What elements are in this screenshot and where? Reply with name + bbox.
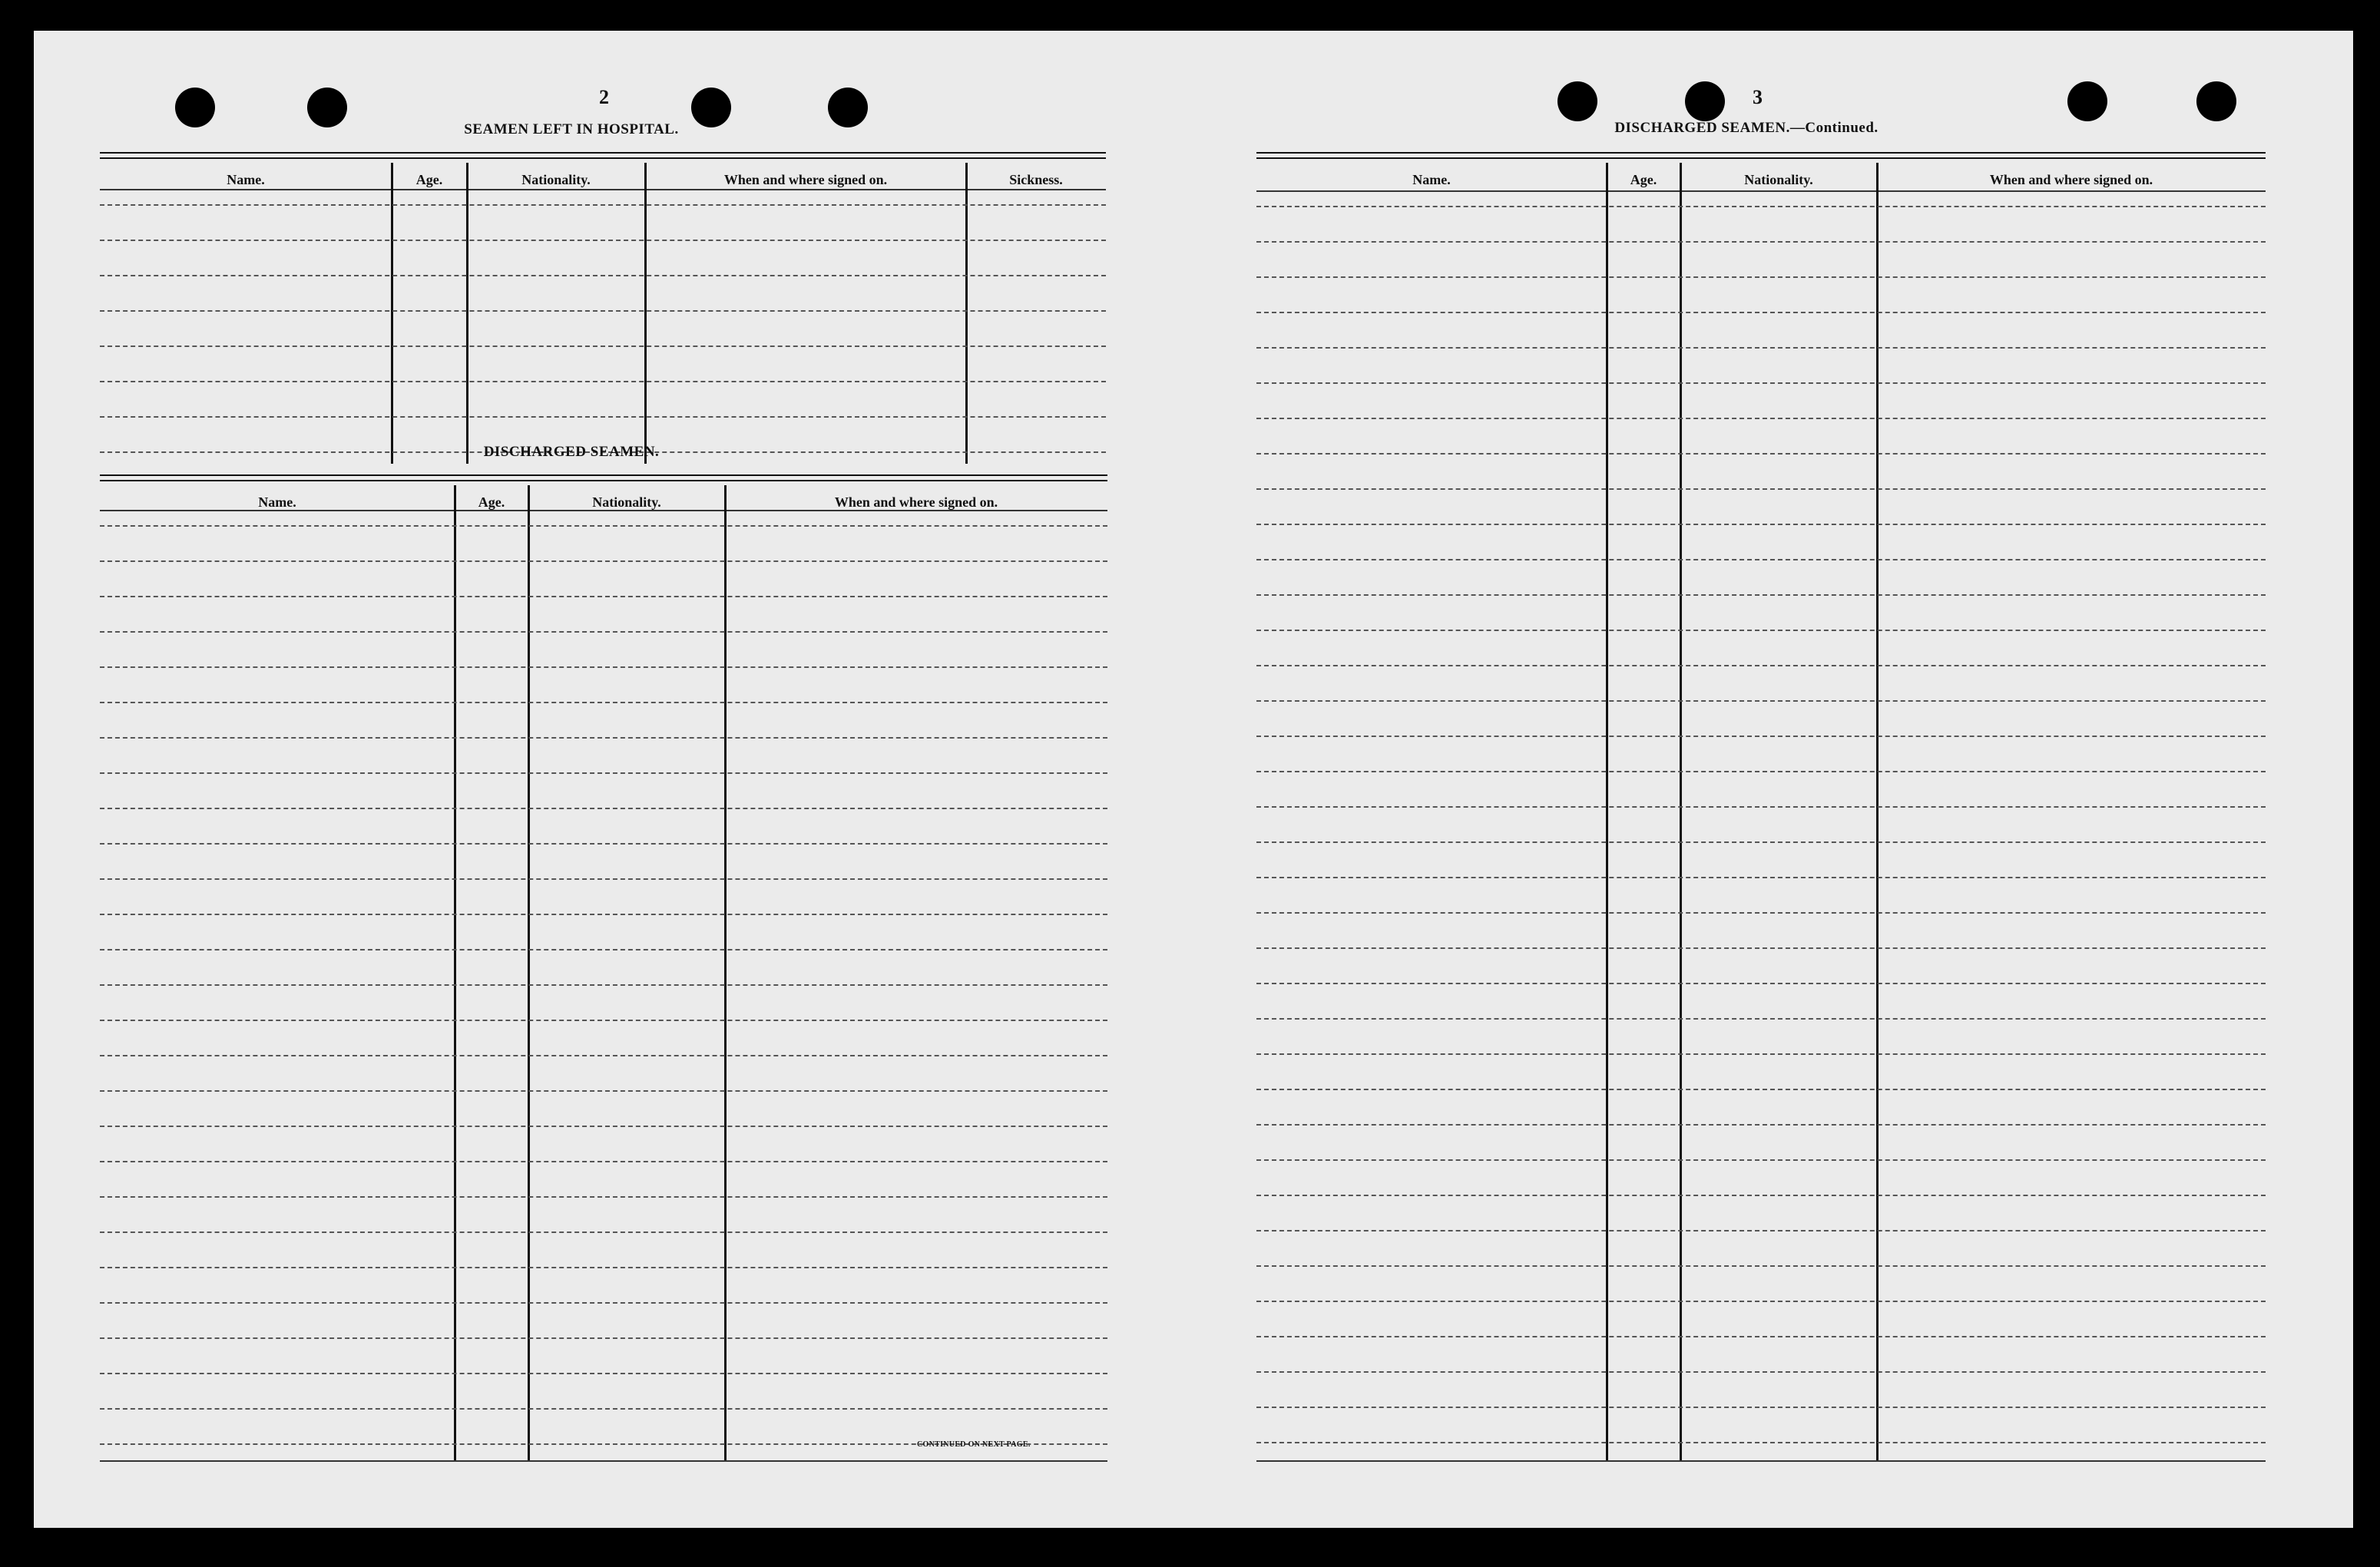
- table-top-rule: [100, 152, 1106, 154]
- column-header: Nationality.: [592, 494, 661, 510]
- punch-hole: [2067, 81, 2107, 121]
- ruled-row: [100, 275, 1106, 276]
- ruled-row: [100, 914, 1107, 915]
- continued-footer: CONTINUED ON NEXT PAGE.: [917, 1440, 1031, 1449]
- column-header: Nationality.: [1744, 172, 1813, 187]
- punch-hole: [307, 88, 347, 127]
- discharged-table: [100, 474, 1107, 1462]
- ruled-row: [1256, 594, 2266, 596]
- ruled-row: [100, 560, 1107, 562]
- ruled-row: [1256, 736, 2266, 737]
- ruled-row: [100, 1090, 1107, 1092]
- hospital-section-title: SEAMEN LEFT IN HOSPITAL.: [464, 121, 679, 137]
- column-divider: [1680, 163, 1682, 1462]
- ruled-row: [100, 240, 1106, 241]
- ruled-row: [1256, 1053, 2266, 1055]
- column-header: Age.: [415, 172, 443, 187]
- column-header: When and where signed on.: [723, 172, 888, 187]
- ruled-row: [100, 843, 1107, 845]
- ruled-row: [1256, 841, 2266, 843]
- ruled-row: [1256, 382, 2266, 384]
- ruled-row: [1256, 665, 2266, 666]
- ruled-row: [100, 1373, 1107, 1374]
- ruled-row: [1256, 1230, 2266, 1231]
- column-divider: [1606, 163, 1608, 1462]
- ruled-row: [100, 1337, 1107, 1339]
- ruled-row: [100, 310, 1106, 312]
- discharged-section-title: DISCHARGED SEAMEN.: [483, 444, 660, 460]
- ruled-row: [1256, 524, 2266, 525]
- ruled-row: [100, 1231, 1107, 1233]
- column-divider: [1876, 163, 1879, 1462]
- ruled-row: [100, 204, 1106, 206]
- ruled-row: [100, 345, 1106, 347]
- ruled-row: [100, 1408, 1107, 1410]
- ruled-row: [1256, 1371, 2266, 1373]
- table-top-rule: [100, 474, 1107, 476]
- ruled-row: [1256, 806, 2266, 808]
- ruled-row: [100, 416, 1106, 418]
- ruled-row: [1256, 947, 2266, 949]
- ruled-row: [1256, 700, 2266, 702]
- ruled-row: [100, 381, 1106, 382]
- punch-hole: [175, 88, 215, 127]
- ruled-row: [1256, 1018, 2266, 1020]
- ruled-row: [1256, 771, 2266, 772]
- ruled-row: [100, 596, 1107, 597]
- discharged-continued-table: [1256, 152, 2266, 1462]
- ruled-row: [100, 1267, 1107, 1268]
- ruled-row: [1256, 559, 2266, 560]
- ruled-row: [100, 1055, 1107, 1056]
- table-top-rule: [100, 157, 1106, 159]
- table-bottom-rule: [1256, 1460, 2266, 1462]
- ruled-row: [100, 1020, 1107, 1021]
- column-header: Name.: [1412, 172, 1451, 187]
- ruled-row: [100, 949, 1107, 950]
- ruled-row: [100, 772, 1107, 774]
- ruled-row: [100, 702, 1107, 703]
- ruled-row: [1256, 241, 2266, 243]
- right-page-number: 3: [1753, 86, 1763, 108]
- scanned-form-spread: [34, 31, 2353, 1528]
- table-top-rule: [1256, 157, 2266, 159]
- ruled-row: [100, 1161, 1107, 1162]
- ruled-row: [100, 1302, 1107, 1304]
- column-divider: [391, 163, 393, 464]
- ruled-row: [1256, 206, 2266, 207]
- column-header: Name.: [227, 172, 265, 187]
- ruled-row: [1256, 630, 2266, 631]
- discharged-continued-title: DISCHARGED SEAMEN.—Continued.: [1614, 120, 1879, 136]
- ruled-row: [1256, 1301, 2266, 1302]
- ruled-row: [1256, 877, 2266, 878]
- ruled-row: [1256, 1159, 2266, 1161]
- table-top-rule: [100, 480, 1107, 481]
- table-top-rule: [1256, 152, 2266, 154]
- ruled-row: [1256, 1442, 2266, 1443]
- punch-hole: [828, 88, 868, 127]
- column-header: When and where signed on.: [834, 494, 998, 510]
- column-header: When and where signed on.: [1989, 172, 2153, 187]
- header-underline: [1256, 190, 2266, 192]
- ruled-row: [100, 666, 1107, 668]
- ruled-row: [1256, 912, 2266, 914]
- ruled-row: [1256, 418, 2266, 419]
- ruled-row: [100, 525, 1107, 527]
- column-header: Age.: [478, 494, 505, 510]
- ruled-row: [1256, 1195, 2266, 1196]
- column-header: Nationality.: [521, 172, 591, 187]
- column-divider: [965, 163, 968, 464]
- punch-hole: [1685, 81, 1725, 121]
- ruled-row: [1256, 276, 2266, 278]
- header-underline: [100, 189, 1106, 190]
- hospital-table: [100, 152, 1106, 464]
- column-header: Age.: [1630, 172, 1657, 187]
- punch-hole: [1557, 81, 1597, 121]
- ruled-row: [100, 808, 1107, 809]
- ruled-row: [100, 984, 1107, 986]
- ruled-row: [100, 878, 1107, 880]
- ruled-row: [1256, 347, 2266, 349]
- table-bottom-rule: [100, 1460, 1107, 1462]
- column-header: Name.: [258, 494, 296, 510]
- ruled-row: [1256, 488, 2266, 490]
- left-page-number: 2: [599, 86, 609, 108]
- column-divider: [644, 163, 647, 464]
- punch-hole: [2196, 81, 2236, 121]
- ruled-row: [1256, 453, 2266, 455]
- ruled-row: [100, 1196, 1107, 1198]
- ruled-row: [100, 631, 1107, 633]
- ruled-row: [1256, 1265, 2266, 1267]
- ruled-row: [100, 1126, 1107, 1127]
- ruled-row: [1256, 1124, 2266, 1126]
- column-divider: [466, 163, 468, 464]
- column-header: Sickness.: [1009, 172, 1063, 187]
- ruled-row: [1256, 1089, 2266, 1090]
- ruled-row: [1256, 983, 2266, 984]
- ruled-row: [1256, 312, 2266, 313]
- ruled-row: [100, 737, 1107, 739]
- ruled-row: [1256, 1336, 2266, 1337]
- ruled-row: [1256, 1407, 2266, 1408]
